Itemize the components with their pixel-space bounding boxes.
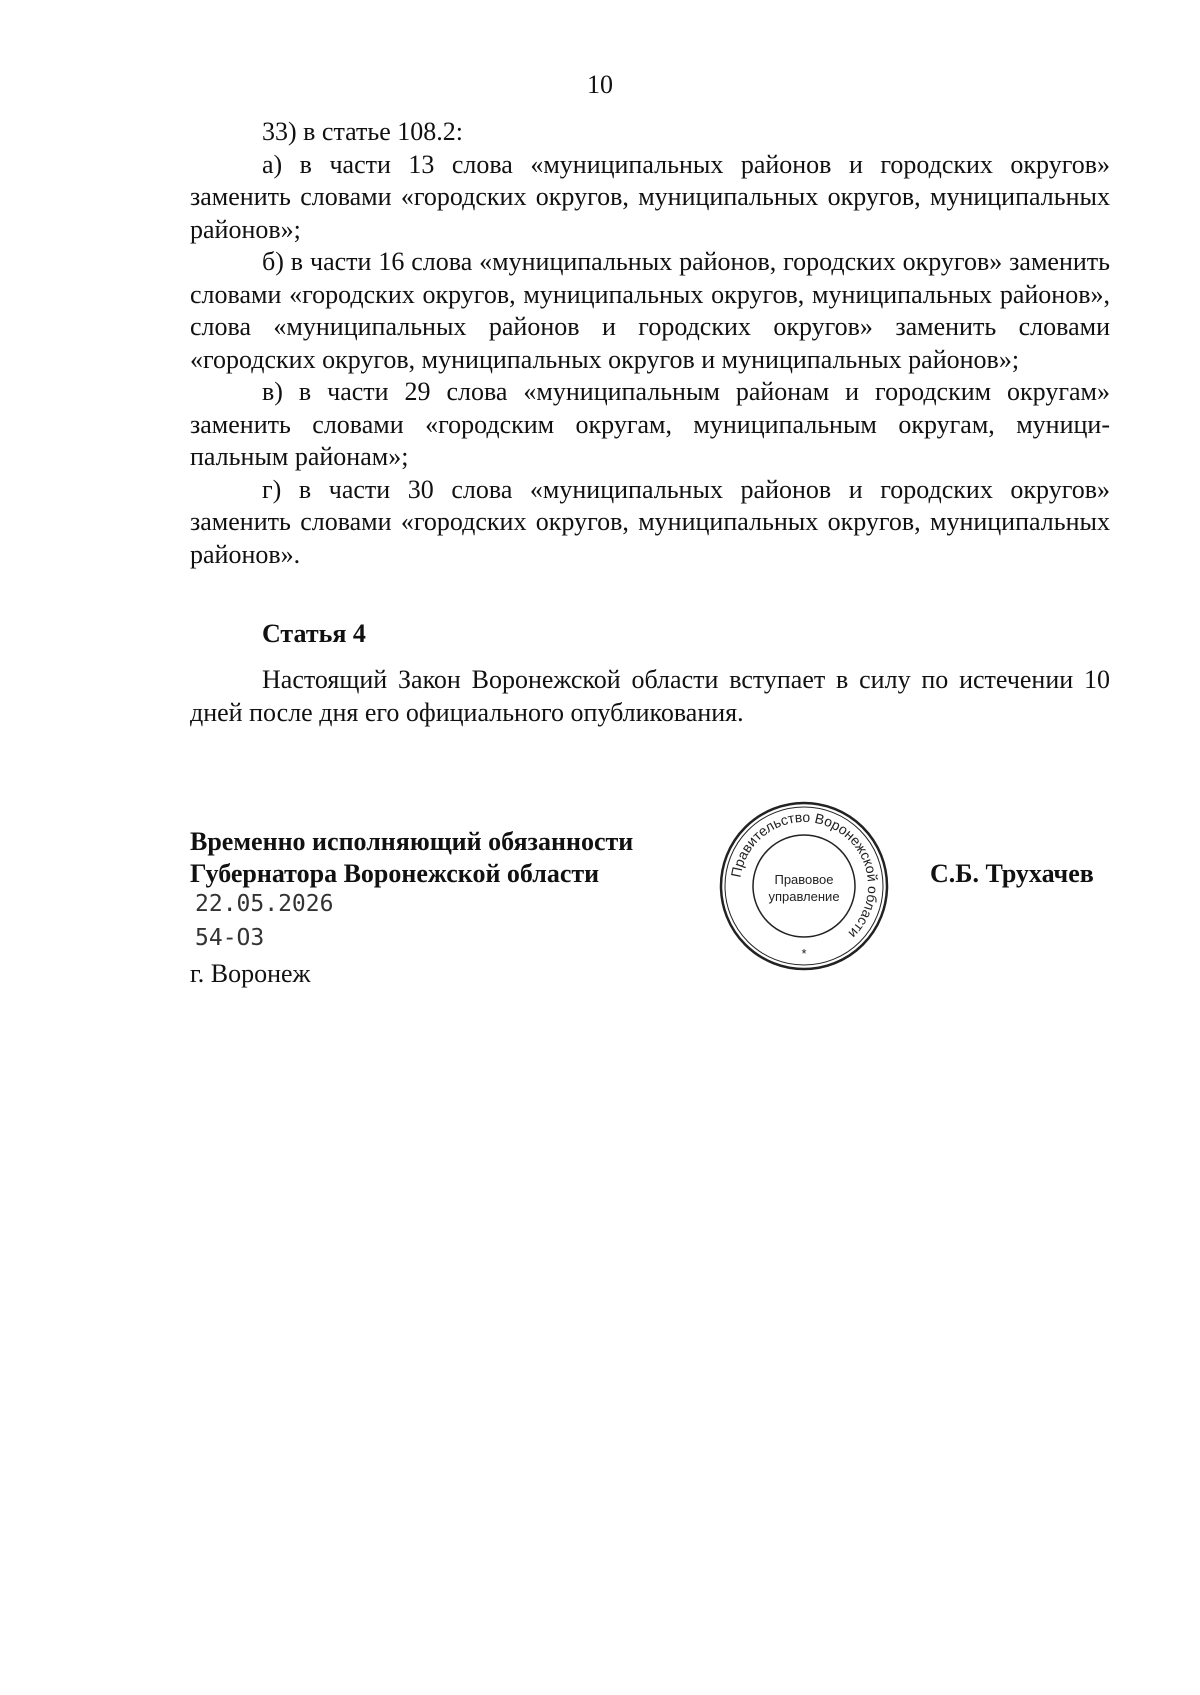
registration-date: 22.05.2026 <box>195 891 334 917</box>
signer-title-line-1: Временно исполняющий обязанности <box>190 827 634 856</box>
stamp-ring-text: Правительство Воронежской области <box>727 808 882 942</box>
article-text: Настоящий Закон Воронежской области вступает в силу по истечении 10 дней после дня его официального опубликования. <box>190 665 1110 727</box>
article-heading: Статья 4 <box>262 619 366 648</box>
official-stamp <box>718 800 890 972</box>
registration-city: г. Воронеж <box>190 959 311 988</box>
signer-title <box>190 826 633 890</box>
stamp-star: * <box>801 946 807 961</box>
amendment-section <box>190 116 1110 571</box>
page-number: 10 <box>587 70 613 99</box>
stamp-center-line-1: Правовое <box>774 872 834 887</box>
signer-name: С.Б. Трухачев <box>930 859 1094 888</box>
registration-number: 54-ОЗ <box>195 925 265 951</box>
stamp-center-line-2: управление <box>768 889 840 904</box>
amendment-intro: 33) в статье 108.2: <box>262 117 464 146</box>
amendment-item-b: б) в части 16 слова «муниципальных районов, городских округов» заменить словами «городских округов, муниципальных округов, муниципальных районов», слова «муниципальных районов и городских округов» заменить словами «городских округов, муниципальных округов и муниципальных районов»; <box>190 247 1110 374</box>
amendment-item-v: в) в части 29 слова «муниципальным районам и городским округам» заменить словами «городским округам, муниципальным округам, муниципальным районам»; <box>190 377 1110 471</box>
amendment-item-a: а) в части 13 слова «муниципальных районов и городских округов» заменить словами «городских округов, муниципальных округов, муниципальных районов»; <box>190 149 1110 244</box>
signer-title-line-2: Губернатора Воронежской области <box>190 859 600 888</box>
amendment-item-g: г) в части 30 слова «муниципальных районов и городских округов» заменить словами «городских округов, муниципальных округов, муниципальных районов». <box>190 474 1110 569</box>
